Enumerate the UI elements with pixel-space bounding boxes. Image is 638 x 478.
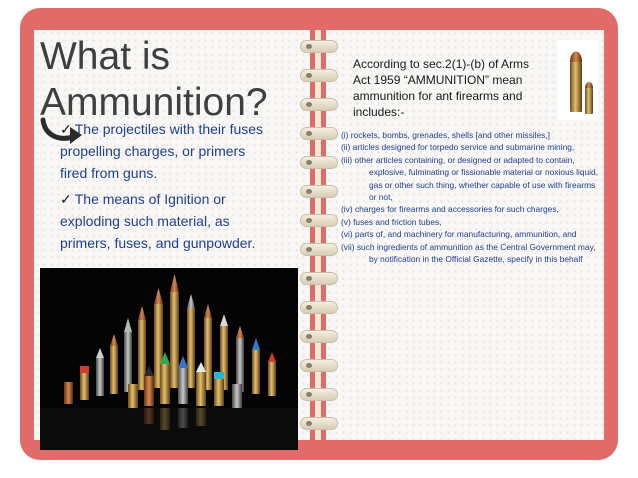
spiral-ring-icon — [300, 359, 338, 372]
spiral-ring-icon — [300, 40, 338, 53]
spiral-ring-icon — [300, 272, 338, 285]
spiral-ring-icon — [300, 185, 338, 198]
spiral-ring-icon — [300, 214, 338, 227]
clause-item: (vii) such ingredients of ammunition as the Central Government may, by notification in the Official Gazette, specify in this behalf — [341, 241, 596, 265]
spiral-ring-icon — [300, 417, 338, 430]
clause-list — [341, 129, 603, 265]
spiral-ring-icon — [300, 156, 338, 169]
clause-item: (i) rockets, bombs, grenades, shells [and other missiles,] — [341, 130, 550, 140]
cartridge-image — [558, 40, 598, 120]
spiral-ring-icon — [300, 98, 338, 111]
spiral-ring-icon — [300, 69, 338, 82]
clause-item: (ii) articles designed for torpedo service and submarine mining, — [341, 142, 575, 153]
clause-item: (iii) other articles containing, or designed or adapted to contain, explosive, fulminating or fissionable material or noxious liquid, gas or other such thing, whether capable of use with firearms or not, — [341, 154, 599, 203]
bullet-text: The projectiles with their fuses propelling charges, or primers fired from guns. — [60, 121, 264, 181]
spiral-ring-icon — [300, 301, 338, 314]
slide-title: What is Ammunition? — [40, 35, 268, 124]
clause-item: (v) fuses and friction tubes, — [341, 216, 442, 227]
spiral-ring-icon — [300, 243, 338, 256]
check-mark-icon: ✓ — [60, 191, 72, 207]
check-mark-icon: ✓ — [60, 121, 72, 137]
bullet-projectiles — [60, 118, 272, 184]
bullet-ignition — [60, 188, 272, 254]
spiral-ring-icon — [300, 127, 338, 140]
spiral-ring-icon — [300, 330, 338, 343]
ammunition-photo — [40, 268, 298, 450]
clause-item: (iv) charges for firearms and accessories for such charges, — [341, 204, 559, 215]
definition-intro: According to sec.2(1)-(b) of Arms Act 1959 “AMMUNITION” mean ammunition for ant firearms and includes:- — [353, 57, 530, 119]
page-gutter — [315, 30, 321, 440]
bullet-text: The means of Ignition or exploding such material, as primers, fuses, and gunpowder. — [60, 191, 256, 251]
spiral-ring-icon — [300, 388, 338, 401]
clause-item: (vi) parts of, and machinery for manufacturing, ammunition, and — [341, 229, 577, 240]
